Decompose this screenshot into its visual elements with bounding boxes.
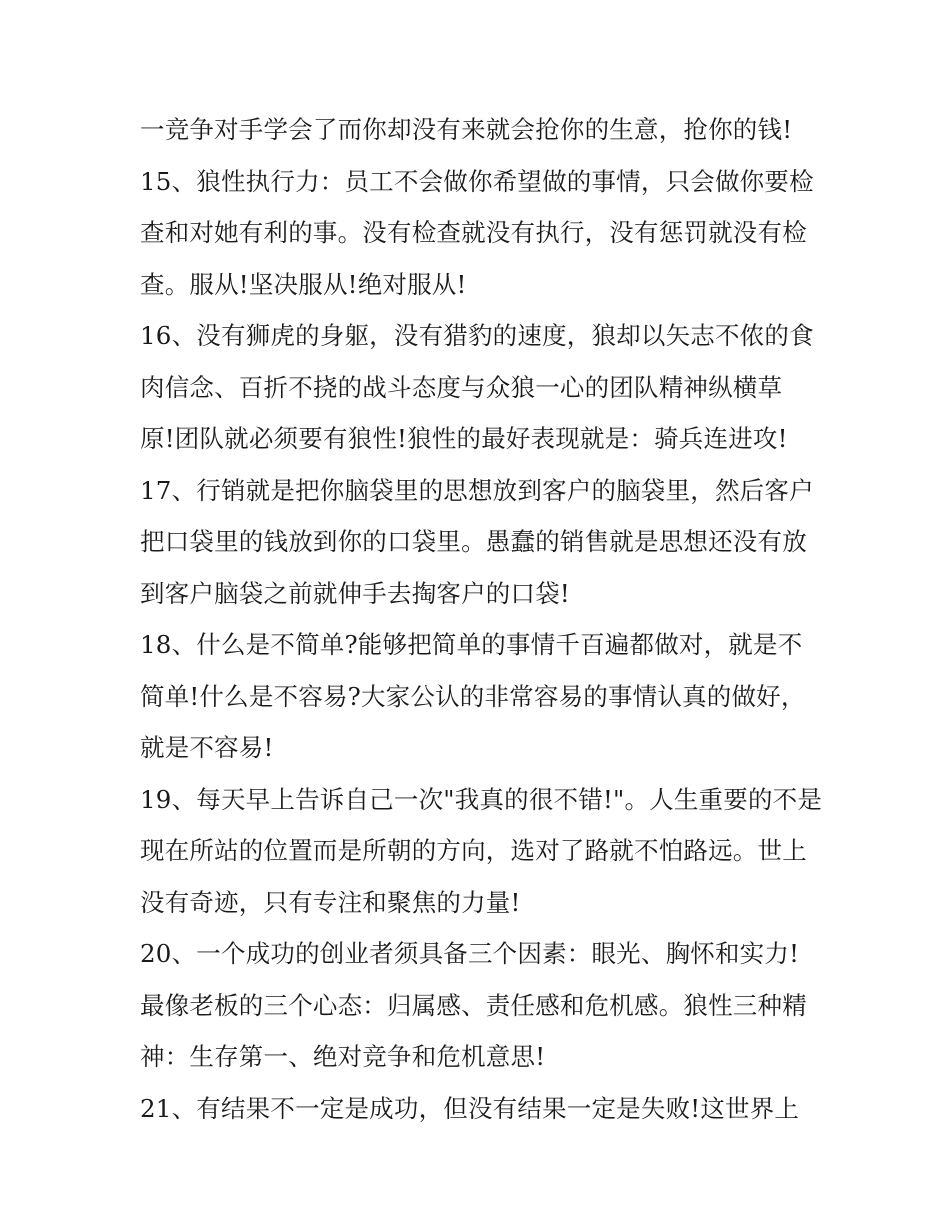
text-line: 神：生存第一、绝对竞争和危机意思!: [140, 1042, 546, 1071]
text-line: 把口袋里的钱放到你的口袋里。愚蠢的销售就是思想还没有放: [140, 527, 807, 556]
text-line: 查。服从!坚决服从!绝对服从!: [140, 269, 467, 299]
text-line: 15、狼性执行力：员工不会做你希望做的事情，只会做你要检: [140, 166, 814, 196]
text-line: 19、每天早上告诉自己一次"我真的很不错!"。人生重要的不是: [140, 784, 823, 814]
text-line: 16、没有狮虎的身躯，没有猎豹的速度，狼却以矢志不侬的食: [140, 321, 814, 350]
text-line: 一竞争对手学会了而你却没有来就会抢你的生意，抢你的钱!: [140, 115, 793, 144]
text-line: 到客户脑袋之前就伸手去掏客户的口袋!: [140, 578, 570, 608]
text-line: 现在所站的位置而是所朝的方向，选对了路就不怕路远。世上: [140, 836, 807, 865]
text-line: 没有奇迹，只有专注和聚焦的力量!: [140, 887, 521, 917]
text-line: 最像老板的三个心态：归属感、责任感和危机感。狼性三种精: [140, 990, 807, 1020]
text-line: 21、有结果不一定是成功，但没有结果一定是失败!这世界上: [140, 1093, 800, 1123]
text-line: 18、什么是不简单?能够把简单的事情千百遍都做对，就是不: [140, 630, 803, 659]
text-line: 简单!什么是不容易?大家公认的非常容易的事情认真的做好，: [140, 681, 806, 711]
text-line: 就是不容易!: [140, 733, 274, 762]
text-line: 原!团队就必须要有狼性!狼性的最好表现就是：骑兵连进攻!: [140, 424, 788, 453]
text-line: 17、行销就是把你脑袋里的思想放到客户的脑袋里，然后客户: [140, 475, 814, 505]
body-text: [140, 104, 830, 1134]
text-line: 查和对她有利的事。没有检查就没有执行，没有惩罚就没有检: [140, 218, 807, 247]
text-line: 20、一个成功的创业者须具备三个因素：眼光、胸怀和实力!: [140, 939, 800, 968]
text-line: 肉信念、百折不挠的战斗态度与众狼一心的团队精神纵横草: [140, 372, 783, 402]
